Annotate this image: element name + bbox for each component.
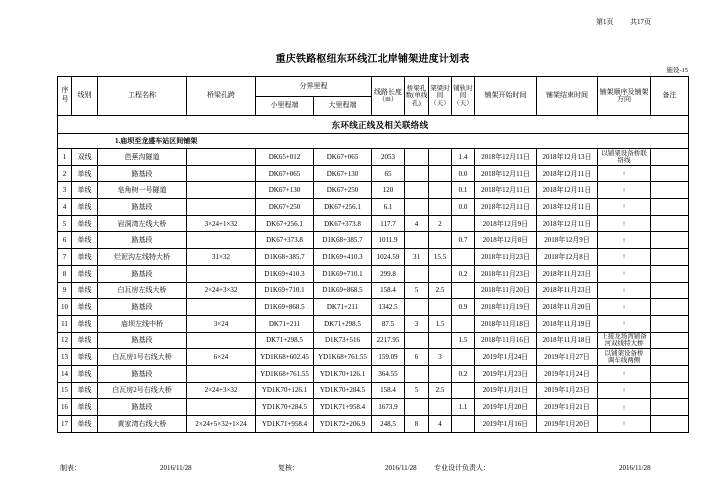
cell-start-date: 2018年11月23日 [475, 249, 537, 266]
cell-bridge-holes: 4 [405, 215, 429, 232]
cell-beam-days: 4 [429, 416, 452, 433]
cell-line-length: 117.7 [372, 215, 405, 232]
cell-end-date: 2019年1月20日 [537, 416, 598, 433]
cell-track-days: 0.2 [452, 365, 475, 382]
cell-end-mileage: DK67+373.8 [314, 215, 372, 232]
header-remarks: 备注 [651, 77, 689, 116]
cell-serial-no: 3 [58, 182, 72, 199]
cell-line-type: 单线 [72, 399, 98, 416]
cell-bridge-span: 3×24+1×32 [187, 215, 256, 232]
cell-start-date: 2018年12月8日 [475, 232, 537, 249]
cell-start-mileage: DK67+373.8 [256, 232, 314, 249]
cell-end-mileage: YD1K70+126.1 [314, 365, 372, 382]
cell-remarks [651, 299, 689, 316]
cell-start-mileage: DK67+065 [256, 165, 314, 182]
cell-project-name: 白瓦房1号右线大桥 [98, 349, 187, 366]
cell-line-type: 单线 [72, 282, 98, 299]
cell-end-date: 2018年11月23日 [537, 282, 598, 299]
cell-serial-no: 6 [58, 232, 72, 249]
cell-remarks [651, 315, 689, 332]
header-project-name: 工程名称 [98, 77, 187, 116]
cell-end-date: 2019年1月24日 [537, 365, 598, 382]
cell-bridge-span: 6×24 [187, 349, 256, 366]
table-row [58, 399, 689, 416]
header-start-date: 铺架开始时间 [475, 77, 537, 116]
cell-end-mileage: D1K69+868.5 [314, 282, 372, 299]
cell-laying-order: 以铺架设备桥 调车线两侧 [598, 349, 651, 366]
header-beam-days: 架梁时 间 （天） [429, 77, 452, 116]
cell-track-days [452, 315, 475, 332]
header-bridge-span: 桥梁孔跨 [187, 77, 256, 116]
cell-project-name: 路基段 [98, 165, 187, 182]
cell-line-type: 单线 [72, 215, 98, 232]
cell-bridge-holes: 8 [405, 416, 429, 433]
cell-line-type: 单线 [72, 332, 98, 349]
cell-start-date: 2018年12月11日 [475, 182, 537, 199]
cell-line-type: 双线 [72, 149, 98, 166]
cell-bridge-holes: 3 [405, 315, 429, 332]
cell-track-days: 0.0 [452, 165, 475, 182]
cell-serial-no: 7 [58, 249, 72, 266]
cell-end-mileage: YD1K70+284.5 [314, 382, 372, 399]
cell-start-date: 2018年12月11日 [475, 149, 537, 166]
table-row [58, 382, 689, 399]
cell-start-date: 2019年1月16日 [475, 416, 537, 433]
header-boundary-mileage: 分界里程 [256, 77, 372, 97]
cell-bridge-span [187, 199, 256, 216]
cell-start-mileage: D1K69+868.5 [256, 299, 314, 316]
cell-bridge-holes [405, 299, 429, 316]
cell-line-length: 158.4 [372, 382, 405, 399]
cell-line-length: 159.09 [372, 349, 405, 366]
form-code: 施设-15 [666, 67, 688, 74]
page-total: 共17页 [630, 18, 651, 26]
cell-laying-order: ↑ [598, 165, 651, 182]
cell-remarks [651, 215, 689, 232]
cell-start-mileage: YD1K70+126.1 [256, 382, 314, 399]
cell-start-mileage: YD1K68+761.55 [256, 365, 314, 382]
cell-end-date: 2019年1月23日 [537, 382, 598, 399]
cell-project-name: 路基段 [98, 232, 187, 249]
cell-start-date: 2019年1月20日 [475, 399, 537, 416]
cell-end-date: 2019年1月21日 [537, 399, 598, 416]
cell-bridge-holes [405, 399, 429, 416]
cell-start-mileage: D1K69+710.1 [256, 282, 314, 299]
cell-end-mileage: D1K69+710.1 [314, 265, 372, 282]
cell-end-date: 2018年11月20日 [537, 299, 598, 316]
cell-line-length: 364.55 [372, 365, 405, 382]
cell-track-days: 0.7 [452, 232, 475, 249]
cell-laying-order: ↑ [598, 282, 651, 299]
cell-laying-order: ↑ [598, 199, 651, 216]
cell-bridge-span [187, 265, 256, 282]
cell-track-days: 1.5 [452, 332, 475, 349]
cell-end-date: 2018年12月11日 [537, 199, 598, 216]
cell-start-date: 2019年1月23日 [475, 365, 537, 382]
cell-project-name: 路基段 [98, 265, 187, 282]
cell-end-mileage: D1K68+385.7 [314, 232, 372, 249]
cell-project-name: 皂角树一号隧道 [98, 182, 187, 199]
cell-serial-no: 1 [58, 149, 72, 166]
cell-laying-order: ↑ [598, 232, 651, 249]
design-lead-date: 2016/11/28 [619, 464, 651, 472]
cell-end-date: 2019年1月27日 [537, 349, 598, 366]
cell-bridge-span: 2×24+3×32 [187, 382, 256, 399]
cell-track-days [452, 382, 475, 399]
cell-line-length: 120 [372, 182, 405, 199]
table-row [58, 349, 689, 366]
cell-project-name: 白瓦房2号右线大桥 [98, 382, 187, 399]
table-row [58, 315, 689, 332]
header-line-type: 线别 [72, 77, 98, 116]
document-title: 重庆铁路枢纽东环线江北岸铺架进度计划表 [275, 54, 470, 65]
header-end-date: 铺架结束时间 [537, 77, 598, 116]
cell-bridge-span [187, 299, 256, 316]
header-serial-no [58, 77, 72, 116]
cell-serial-no: 9 [58, 282, 72, 299]
cell-laying-order: 以铺架设备桥联 络线 [598, 149, 651, 166]
cell-laying-order: ↑ [598, 416, 651, 433]
cell-line-type: 单线 [72, 165, 98, 182]
cell-line-type: 单线 [72, 349, 98, 366]
cell-remarks [651, 282, 689, 299]
cell-remarks [651, 365, 689, 382]
cell-line-length: 248.5 [372, 416, 405, 433]
subsection-row [58, 134, 689, 149]
cell-end-mileage: YD1K72+206.9 [314, 416, 372, 433]
cell-end-date: 2018年12月11日 [537, 165, 598, 182]
table-row [58, 165, 689, 182]
cell-laying-order: ↑ [598, 399, 651, 416]
cell-line-type: 单线 [72, 299, 98, 316]
cell-line-length: 1011.9 [372, 232, 405, 249]
cell-beam-days [429, 199, 452, 216]
cell-bridge-holes [405, 199, 429, 216]
cell-bridge-span [187, 165, 256, 182]
cell-project-name: 路基段 [98, 365, 187, 382]
cell-beam-days: 15.5 [429, 249, 452, 266]
cell-project-name: 路基段 [98, 299, 187, 316]
cell-project-name: 白瓦房左线大桥 [98, 282, 187, 299]
cell-laying-order: ↑ [598, 382, 651, 399]
cell-start-date: 2018年11月16日 [475, 332, 537, 349]
cell-beam-days [429, 149, 452, 166]
cell-beam-days [429, 299, 452, 316]
cell-start-date: 2018年11月19日 [475, 299, 537, 316]
cell-line-type: 单线 [72, 232, 98, 249]
cell-start-date: 2019年1月21日 [475, 382, 537, 399]
cell-bridge-holes [405, 149, 429, 166]
cell-end-date: 2018年12月8日 [537, 249, 598, 266]
cell-remarks [651, 416, 689, 433]
cell-remarks [651, 399, 689, 416]
cell-remarks [651, 265, 689, 282]
cell-start-mileage: DK71+298.5 [256, 332, 314, 349]
cell-bridge-span [187, 232, 256, 249]
cell-serial-no: 5 [58, 215, 72, 232]
cell-beam-days: 3 [429, 349, 452, 366]
cell-track-days: 0.0 [452, 199, 475, 216]
cell-project-name: 烂泥沟左线特大桥 [98, 249, 187, 266]
cell-line-type: 单线 [72, 365, 98, 382]
cell-beam-days [429, 265, 452, 282]
section-title: 东环线正线及相关联络线 [58, 116, 689, 134]
cell-end-mileage: DK67+065 [314, 149, 372, 166]
cell-bridge-span: 3×24 [187, 315, 256, 332]
table-row [58, 299, 689, 316]
cell-bridge-holes [405, 165, 429, 182]
header-line-length: 线路长度 （m） [372, 77, 405, 116]
cell-end-mileage: DK67+256.1 [314, 199, 372, 216]
cell-end-date: 2018年12月13日 [537, 149, 598, 166]
header-row [58, 77, 689, 97]
cell-laying-order: ↑ [598, 299, 651, 316]
cell-serial-no: 16 [58, 399, 72, 416]
cell-remarks [651, 165, 689, 182]
cell-line-length: 2217.95 [372, 332, 405, 349]
cell-line-type: 单线 [72, 382, 98, 399]
cell-serial-no: 13 [58, 349, 72, 366]
cell-line-type: 单线 [72, 249, 98, 266]
table-row [58, 265, 689, 282]
cell-bridge-span [187, 182, 256, 199]
cell-line-type: 单线 [72, 199, 98, 216]
cell-end-mileage: YD1K68+761.55 [314, 349, 372, 366]
cell-start-mileage: DK67+250 [256, 199, 314, 216]
cell-laying-order: ↑ [598, 365, 651, 382]
cell-remarks [651, 332, 689, 349]
cell-track-days: 0.9 [452, 299, 475, 316]
cell-remarks [651, 249, 689, 266]
cell-project-name: 岩洞湾左线大桥 [98, 215, 187, 232]
cell-remarks [651, 149, 689, 166]
prepared-by-label: 制表： [60, 464, 81, 472]
cell-start-mileage: DK67+256.1 [256, 215, 314, 232]
header-end-mileage: 大里程端 [314, 97, 372, 116]
cell-end-mileage: DK71+298.5 [314, 315, 372, 332]
cell-end-date: 2018年12月11日 [537, 182, 598, 199]
table-row [58, 182, 689, 199]
subsection-title: 1.庙坝至龙盛车站区间铺架 [58, 134, 689, 149]
cell-bridge-span [187, 149, 256, 166]
cell-line-type: 单线 [72, 416, 98, 433]
cell-end-mileage: YD1K71+958.4 [314, 399, 372, 416]
cell-bridge-span [187, 365, 256, 382]
cell-track-days [452, 416, 475, 433]
table-row [58, 232, 689, 249]
cell-project-name: 路基段 [98, 199, 187, 216]
cell-line-length: 6.1 [372, 199, 405, 216]
cell-line-length: 87.5 [372, 315, 405, 332]
checked-by-label: 复核： [278, 464, 299, 472]
table-row [58, 282, 689, 299]
cell-laying-order: ↑ [598, 215, 651, 232]
cell-end-date: 2018年11月19日 [537, 315, 598, 332]
header-serial-no-label: 序号 [61, 85, 69, 104]
table-row [58, 199, 689, 216]
cell-serial-no: 11 [58, 315, 72, 332]
cell-start-mileage: DK65+012 [256, 149, 314, 166]
cell-bridge-span: 2×24+3×32 [187, 282, 256, 299]
cell-serial-no: 12 [58, 332, 72, 349]
cell-end-date: 2018年11月18日 [537, 332, 598, 349]
cell-beam-days [429, 165, 452, 182]
cell-end-mileage: DK71+211 [314, 299, 372, 316]
cell-start-mileage: D1K69+410.3 [256, 265, 314, 282]
section-row [58, 116, 689, 134]
cell-beam-days [429, 332, 452, 349]
cell-track-days [452, 249, 475, 266]
cell-end-date: 2018年12月9日 [537, 232, 598, 249]
cell-end-mileage: DK67+250 [314, 182, 372, 199]
cell-bridge-holes: 6 [405, 349, 429, 366]
prepared-date: 2016/11/28 [160, 464, 192, 472]
cell-bridge-span [187, 399, 256, 416]
cell-remarks [651, 232, 689, 249]
cell-bridge-holes: 5 [405, 282, 429, 299]
checked-date: 2016/11/28 [385, 464, 417, 472]
cell-line-length: 1673.9 [372, 399, 405, 416]
cell-line-type: 单线 [72, 265, 98, 282]
cell-bridge-holes: 31 [405, 249, 429, 266]
cell-track-days [452, 282, 475, 299]
cell-laying-order: 上接龙场湾铺备 河双线特大桥 [598, 332, 651, 349]
cell-track-days: 1.1 [452, 399, 475, 416]
cell-start-date: 2018年12月11日 [475, 165, 537, 182]
cell-track-days: 1.4 [452, 149, 475, 166]
cell-line-length: 2053 [372, 149, 405, 166]
cell-beam-days: 1.5 [429, 315, 452, 332]
table-row [58, 416, 689, 433]
header-start-mileage: 小里程端 [256, 97, 314, 116]
cell-beam-days [429, 182, 452, 199]
header-bridge-holes: 桥梁孔 数(单线 孔) [405, 77, 429, 116]
table-row [58, 215, 689, 232]
cell-start-date: 2018年11月23日 [475, 265, 537, 282]
cell-bridge-span [187, 332, 256, 349]
cell-track-days: 0.1 [452, 182, 475, 199]
cell-project-name: 黄家湾右线大桥 [98, 416, 187, 433]
cell-end-mileage: D1K69+410.3 [314, 249, 372, 266]
cell-end-date: 2018年12月11日 [537, 215, 598, 232]
schedule-table [57, 76, 689, 433]
cell-laying-order: ↑ [598, 315, 651, 332]
cell-track-days [452, 215, 475, 232]
table-row [58, 149, 689, 166]
cell-project-name: 路基段 [98, 399, 187, 416]
cell-beam-days: 2.5 [429, 282, 452, 299]
cell-project-name: 芭蕉沟隧道 [98, 149, 187, 166]
cell-line-length: 158.4 [372, 282, 405, 299]
cell-serial-no: 4 [58, 199, 72, 216]
cell-start-mileage: D1K68+385.7 [256, 249, 314, 266]
cell-serial-no: 8 [58, 265, 72, 282]
page-number: 第1页 [596, 18, 614, 26]
cell-laying-order: ↑ [598, 265, 651, 282]
cell-project-name: 路基段 [98, 332, 187, 349]
cell-serial-no: 14 [58, 365, 72, 382]
cell-beam-days: 2.5 [429, 382, 452, 399]
cell-end-mileage: D1K73+516 [314, 332, 372, 349]
cell-bridge-holes [405, 365, 429, 382]
cell-bridge-holes [405, 232, 429, 249]
cell-end-mileage: DK67+130 [314, 165, 372, 182]
cell-serial-no: 17 [58, 416, 72, 433]
table-row [58, 249, 689, 266]
cell-bridge-holes [405, 182, 429, 199]
cell-end-date: 2018年11月23日 [537, 265, 598, 282]
cell-line-length: 1342.5 [372, 299, 405, 316]
cell-start-date: 2018年11月18日 [475, 315, 537, 332]
cell-start-date: 2018年11月20日 [475, 282, 537, 299]
cell-bridge-holes [405, 332, 429, 349]
cell-line-length: 299.8 [372, 265, 405, 282]
cell-serial-no: 2 [58, 165, 72, 182]
cell-start-date: 2018年12月11日 [475, 199, 537, 216]
cell-beam-days: 2 [429, 215, 452, 232]
cell-bridge-span: 2×24+5×32+1×24 [187, 416, 256, 433]
cell-line-type: 单线 [72, 182, 98, 199]
cell-start-date: 2018年12月9日 [475, 215, 537, 232]
cell-bridge-span: 31×32 [187, 249, 256, 266]
header-track-days: 铺轨时 间 （天） [452, 77, 475, 116]
table-row [58, 365, 689, 382]
cell-bridge-holes [405, 265, 429, 282]
cell-beam-days [429, 365, 452, 382]
cell-beam-days [429, 232, 452, 249]
cell-remarks [651, 382, 689, 399]
design-lead-label: 专业设计负责人： [434, 464, 490, 472]
cell-start-mileage: YD1K70+284.5 [256, 399, 314, 416]
cell-serial-no: 15 [58, 382, 72, 399]
header-laying-order: 铺架顺序及铺架 方向 [598, 77, 651, 116]
cell-start-mileage: YD1K68+602.45 [256, 349, 314, 366]
cell-laying-order: ↑ [598, 249, 651, 266]
cell-remarks [651, 182, 689, 199]
cell-line-type: 单线 [72, 315, 98, 332]
cell-start-mileage: DK71+211 [256, 315, 314, 332]
cell-project-name: 庙坝左线中桥 [98, 315, 187, 332]
cell-track-days: 0.2 [452, 265, 475, 282]
cell-beam-days [429, 399, 452, 416]
cell-track-days [452, 349, 475, 366]
cell-start-mileage: DK67+130 [256, 182, 314, 199]
cell-line-length: 65 [372, 165, 405, 182]
cell-start-date: 2019年1月24日 [475, 349, 537, 366]
cell-serial-no: 10 [58, 299, 72, 316]
cell-laying-order: ↑ [598, 182, 651, 199]
cell-line-length: 1024.59 [372, 249, 405, 266]
cell-start-mileage: YD1K71+958.4 [256, 416, 314, 433]
cell-remarks [651, 349, 689, 366]
cell-remarks [651, 199, 689, 216]
table-row [58, 332, 689, 349]
cell-bridge-holes: 5 [405, 382, 429, 399]
